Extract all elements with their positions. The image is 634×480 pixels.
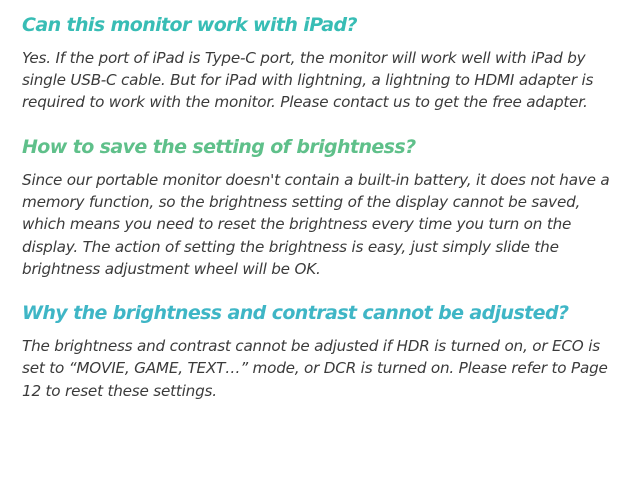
faq-item-save-brightness	[22, 136, 612, 280]
faq-answer: Yes. If the port of iPad is Type-C port, the monitor will work well with iPad by single USB-C cable. But for iPad with lightning, a lightning to HDMI adapter is required to work with the monitor. Please contact us to get the free adapter.	[22, 48, 594, 112]
faq-question: Why the brightness and contrast cannot be adjusted?	[22, 302, 569, 325]
faq-question: Can this monitor work with iPad?	[22, 14, 357, 36]
faq-question: How to save the setting of brightness?	[22, 135, 416, 158]
faq-answer: Since our portable monitor doesn't contain a built-in battery, it does not have a memory function, so the brightness setting of the display cannot be saved, which means you need to reset the brightness every time you turn on the display. The action of setting the brightness is easy, just simply slide the brightness adjustment wheel will be OK.	[22, 170, 610, 278]
faq-item-brightness-contrast-adjust	[22, 302, 612, 402]
faq-answer: The brightness and contrast cannot be adjusted if HDR is turned on, or ECO is set to “MOVIE, GAME, TEXT…” mode, or DCR is turned on. Please refer to Page 12 to reset these settings.	[22, 337, 608, 400]
faq-item-ipad-compatibility	[22, 14, 612, 114]
